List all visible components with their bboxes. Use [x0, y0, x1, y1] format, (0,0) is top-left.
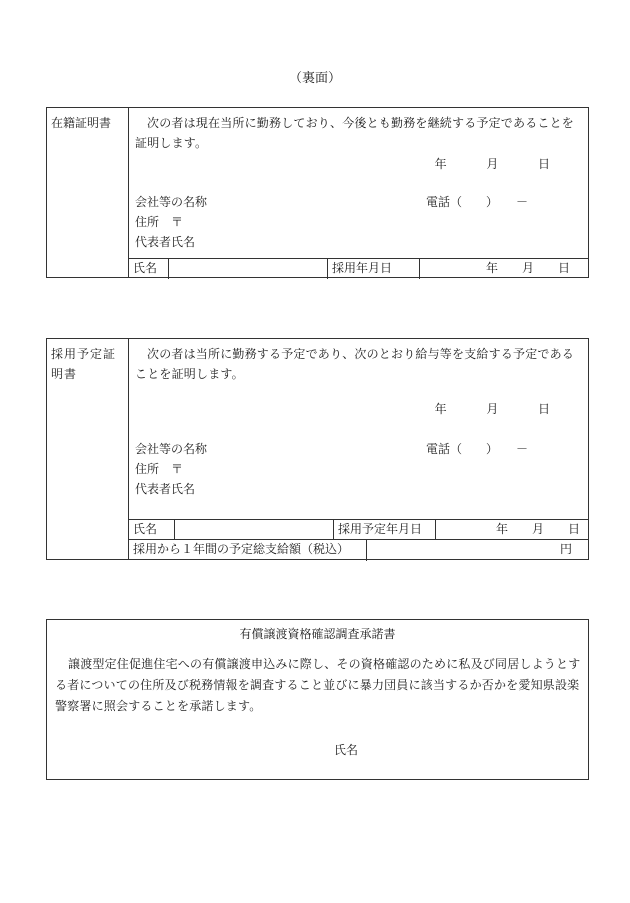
consent-form: [46, 619, 589, 780]
hire-date-label: 採用年月日: [328, 259, 420, 279]
month-label: 月: [486, 402, 499, 416]
year-label: 年: [434, 402, 447, 416]
enrollment-certificate: [46, 107, 589, 278]
name-field[interactable]: [175, 520, 334, 540]
name-label: 氏名: [129, 259, 169, 279]
employment-certificate-title: 採用予定証明書: [47, 339, 129, 559]
salary-field[interactable]: 円: [559, 542, 572, 556]
year-label: 年: [434, 157, 447, 171]
employment-name-row: [129, 519, 588, 540]
address-label: 住所 〒: [135, 215, 184, 229]
representative-label: 代表者氏名: [135, 235, 196, 249]
month-label: 月: [486, 157, 499, 171]
name-field[interactable]: [169, 259, 328, 279]
company-name-label: 会社等の名称: [135, 442, 208, 456]
enrollment-certificate-title: 在籍証明書: [47, 108, 129, 277]
planned-date-label: 採用予定年月日: [334, 520, 436, 540]
phone-label: 電話（ ） －: [426, 195, 529, 209]
planned-date-field[interactable]: 年 月 日: [495, 522, 580, 536]
address-label: 住所 〒: [135, 462, 184, 476]
day-label: 日: [537, 402, 550, 416]
day-label: 日: [537, 157, 550, 171]
enrollment-statement: 次の者は現在当所に勤務しており、今後とも勤務を継続する予定であることを証明します。: [135, 116, 575, 150]
consent-title: 有償譲渡資格確認調査承諾書: [239, 627, 396, 641]
name-label: 氏名: [129, 520, 175, 540]
hire-date-field[interactable]: 年 月 日: [485, 261, 570, 275]
consent-body: 譲渡型定住促進住宅への有償譲渡申込みに際し、その資格確認のために私及び同居しようとする者についての住所及び税務情報を調査すること並びに暴力団員に該当するか否かを愛知県設楽警察署に照会することを承諾します。: [55, 657, 581, 713]
enrollment-name-row: [129, 258, 588, 279]
salary-label: 採用から１年間の予定総支給額（税込）: [129, 540, 367, 561]
employment-certificate: [46, 338, 589, 560]
page-heading: （裏面）: [288, 71, 341, 86]
enrollment-date[interactable]: [129, 155, 588, 172]
consent-name-field[interactable]: 氏名: [334, 743, 359, 757]
company-name-label: 会社等の名称: [135, 195, 208, 209]
employment-date[interactable]: [129, 400, 588, 417]
representative-label: 代表者氏名: [135, 482, 196, 496]
phone-label: 電話（ ） －: [426, 442, 529, 456]
employment-statement: 次の者は当所に勤務する予定であり、次のとおり給与等を支給する予定であることを証明します。: [135, 347, 575, 381]
salary-row: [129, 539, 588, 561]
